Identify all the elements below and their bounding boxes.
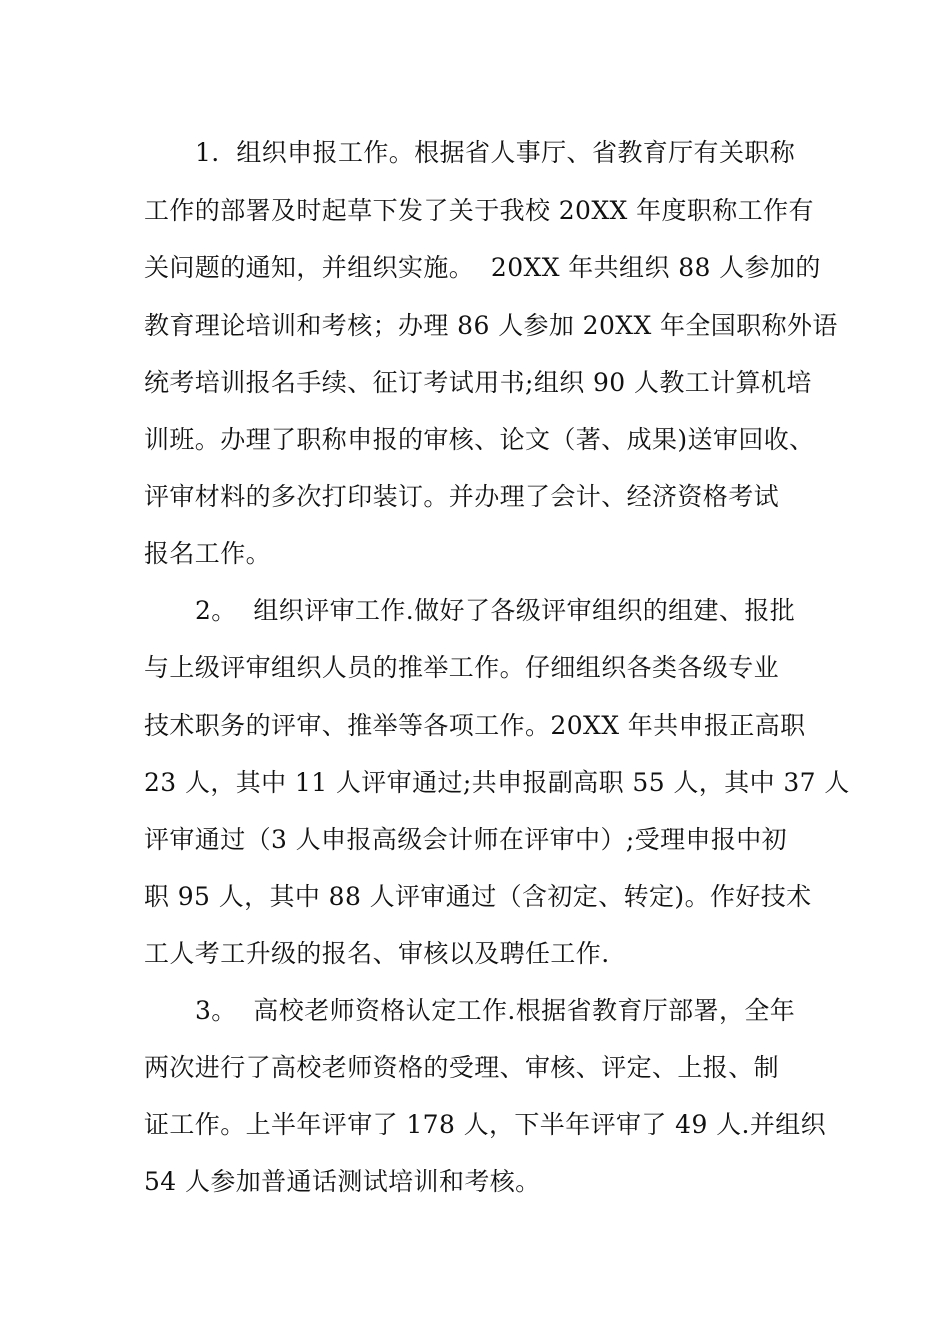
- paragraph-1-line-2: 工作的部署及时起草下发了关于我校 20XX 年度职称工作有: [144, 196, 814, 225]
- paragraph-3-line-3: 证工作。上半年评审了 178 人，下半年评审了 49 人.并组织: [144, 1110, 827, 1139]
- paragraph-1-line-8: 报名工作。: [144, 539, 272, 568]
- paragraph-2-line-6: 职 95 人，其中 88 人评审通过（含初定、转定)。作好技术: [144, 882, 812, 911]
- paragraph-1-line-5: 统考培训报名手续、征订考试用书;组织 90 人教工计算机培: [144, 368, 812, 397]
- paragraph-2-line-2: 与上级评审组织人员的推举工作。仔细组织各类各级专业: [144, 653, 780, 682]
- paragraph-2-line-3: 技术职务的评审、推举等各项工作。20XX 年共申报正高职: [144, 711, 806, 740]
- paragraph-1-line-7: 评审材料的多次打印装订。并办理了会计、经济资格考试: [144, 482, 780, 511]
- paragraph-1-line-3: 关问题的通知，并组织实施。 20XX 年共组织 88 人参加的: [144, 253, 821, 282]
- paragraph-3-line-4: 54 人参加普通话测试培训和考核。: [144, 1167, 541, 1196]
- paragraph-2-line-1: 2。 组织评审工作.做好了各级评审组织的组建、报批: [195, 596, 796, 625]
- paragraph-3-line-2: 两次进行了高校老师资格的受理、审核、评定、上报、制: [144, 1053, 780, 1082]
- paragraph-1-line-4: 教育理论培训和考核；办理 86 人参加 20XX 年全国职称外语: [144, 311, 838, 340]
- paragraph-2-line-7: 工人考工升级的报名、审核以及聘任工作.: [144, 939, 610, 968]
- paragraph-2-line-5: 评审通过（3 人申报高级会计师在评审中）;受理申报中初: [144, 825, 788, 854]
- paragraph-1-line-6: 训班。办理了职称申报的审核、论文（著、成果)送审回收、: [144, 425, 815, 454]
- paragraph-1-line-1: 1. 组织申报工作。根据省人事厅、省教育厅有关职称: [195, 138, 796, 167]
- paragraph-3-line-1: 3。 高校老师资格认定工作.根据省教育厅部署，全年: [195, 996, 796, 1025]
- paragraph-2-line-4: 23 人，其中 11 人评审通过;共申报副高职 55 人，其中 37 人: [144, 768, 850, 797]
